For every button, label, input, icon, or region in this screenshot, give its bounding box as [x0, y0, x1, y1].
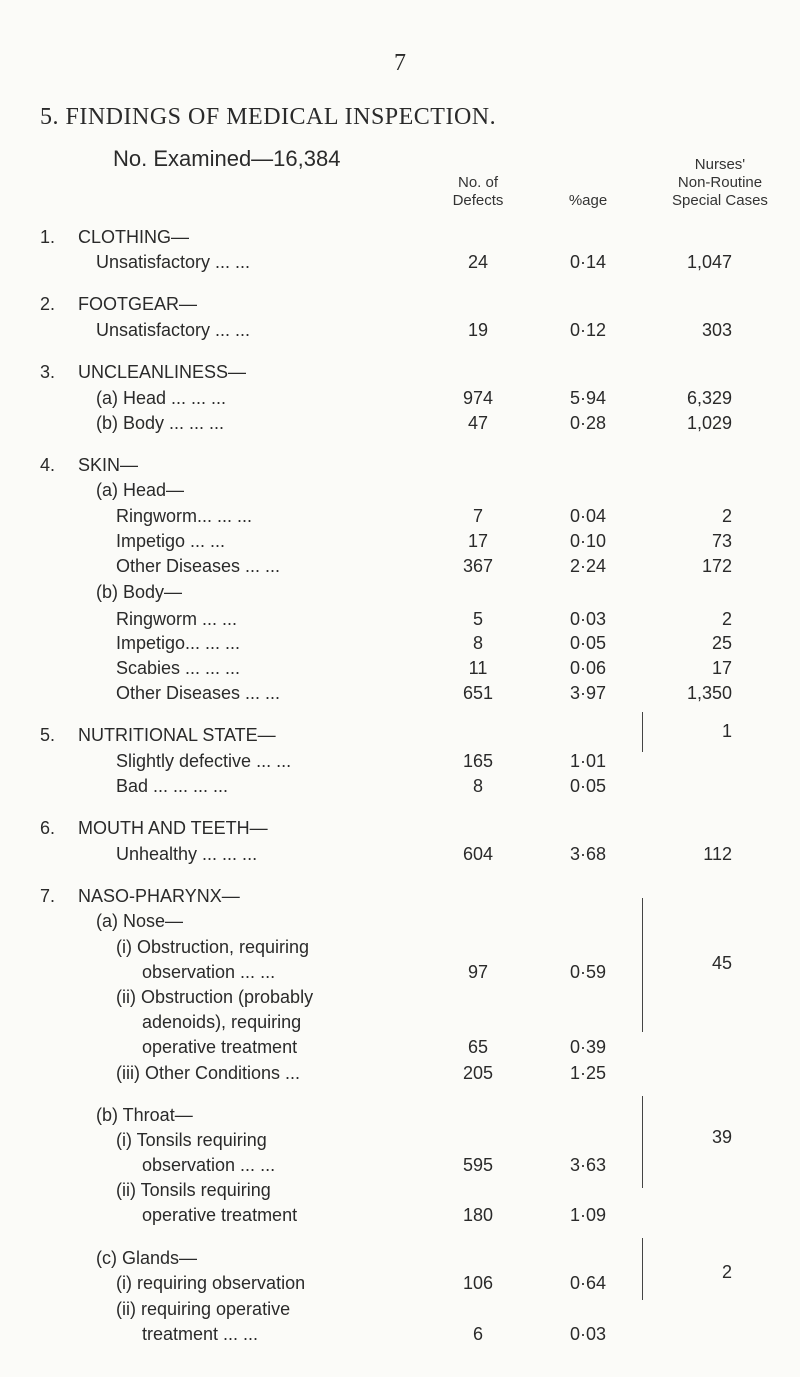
nurses-nutritional-total: 1 [721, 721, 732, 741]
table-row [0, 818, 800, 840]
defects-count: 97 [467, 962, 489, 982]
category-heading: NUTRITIONAL STATE— [78, 725, 276, 745]
row-label: (i) Tonsils requiring [116, 1130, 267, 1150]
table-row [0, 1105, 800, 1127]
row-label: (ii) Obstruction (probably [116, 987, 314, 1007]
table-row [0, 1324, 800, 1346]
bracket-glands [642, 1238, 643, 1300]
table-row [0, 609, 800, 631]
row-number: 2. [40, 294, 56, 314]
category-heading: SKIN— [78, 455, 139, 475]
table-row [0, 911, 800, 933]
percentage-value: 2·24 [569, 556, 607, 576]
row-label: observation ... ... [142, 962, 276, 982]
table-row [0, 1012, 800, 1034]
nurses-cases: 112 [703, 844, 732, 864]
nurses-cases: 2 [721, 506, 732, 526]
percentage-value: 0·03 [569, 1324, 607, 1344]
row-label: Other Diseases ... ... [116, 556, 281, 576]
percentage-value: 0·05 [569, 633, 607, 653]
row-label: (i) Obstruction, requiring [116, 937, 310, 957]
row-label: (a) Head ... ... ... [96, 388, 227, 408]
row-label: Impetigo ... ... [116, 531, 226, 551]
table-row [0, 751, 800, 773]
nurses-cases: 25 [711, 633, 732, 653]
row-label: (b) Body— [96, 582, 183, 602]
row-label: Bad ... ... ... ... [116, 776, 229, 796]
column-header-percentage: %age [568, 192, 608, 209]
nurses-cases: 2 [721, 609, 732, 629]
row-label: operative treatment [142, 1037, 298, 1057]
table-row [0, 1037, 800, 1059]
row-number: 1. [40, 227, 56, 247]
defects-count: 6 [472, 1324, 483, 1344]
nurses-throat-total: 39 [711, 1127, 732, 1147]
table-row [0, 506, 800, 528]
defects-count: 47 [467, 413, 489, 433]
table-row [0, 294, 800, 316]
row-label: Unsatisfactory ... ... [96, 320, 251, 340]
table-row [0, 582, 800, 604]
section-heading: 5. FINDINGS OF MEDICAL INSPECTION. [40, 104, 497, 130]
percentage-value: 0·28 [569, 413, 607, 433]
table-row [0, 531, 800, 553]
percentage-value: 1·01 [569, 751, 607, 771]
percentage-value: 0·04 [569, 506, 607, 526]
row-label: Unsatisfactory ... ... [96, 252, 251, 272]
percentage-value: 0·06 [569, 658, 607, 678]
table-row [0, 413, 800, 435]
defects-count: 19 [467, 320, 489, 340]
defects-count: 8 [472, 633, 483, 653]
category-heading: FOOTGEAR— [78, 294, 198, 314]
percentage-value: 3·63 [569, 1155, 607, 1175]
percentage-value: 0·64 [569, 1273, 607, 1293]
nurses-cases: 303 [701, 320, 732, 340]
nurses-cases: 73 [711, 531, 732, 551]
table-row [0, 683, 800, 705]
table-row [0, 388, 800, 410]
table-row [0, 987, 800, 1009]
defects-count: 367 [462, 556, 494, 576]
table-row [0, 658, 800, 680]
row-label: treatment ... ... [142, 1324, 259, 1344]
column-header-nurses-line1: Nurses' [694, 156, 746, 173]
defects-count: 17 [467, 531, 489, 551]
column-header-defects-line1: No. of [457, 174, 499, 191]
row-label: Other Diseases ... ... [116, 683, 281, 703]
defects-count: 165 [462, 751, 494, 771]
row-label: (b) Throat— [96, 1105, 193, 1125]
row-label: (i) requiring observation [116, 1273, 306, 1293]
nurses-cases: 1,350 [686, 683, 732, 703]
row-label: Impetigo... ... ... [116, 633, 241, 653]
defects-count: 595 [462, 1155, 494, 1175]
percentage-value: 0·12 [569, 320, 607, 340]
nurses-cases: 172 [701, 556, 732, 576]
table-row [0, 1180, 800, 1202]
table-row [0, 886, 800, 908]
row-number: 3. [40, 362, 56, 382]
row-label: Ringworm... ... ... [116, 506, 253, 526]
column-header-nurses-line3: Special Cases [672, 192, 768, 209]
defects-count: 11 [468, 658, 488, 678]
table-row [0, 1155, 800, 1177]
column-header-nurses [640, 156, 800, 210]
row-label: adenoids), requiring [142, 1012, 302, 1032]
percentage-value: 1·25 [569, 1063, 607, 1083]
row-label: (b) Body ... ... ... [96, 413, 225, 433]
category-heading: UNCLEANLINESS— [78, 362, 247, 382]
percentage-value: 3·97 [569, 683, 607, 703]
table-row [0, 227, 800, 249]
defects-count: 205 [462, 1063, 494, 1083]
column-header-defects [438, 174, 518, 210]
column-header-nurses-line2: Non-Routine [677, 174, 763, 191]
row-label: (c) Glands— [96, 1248, 198, 1268]
defects-count: 8 [472, 776, 483, 796]
row-label: (a) Head— [96, 480, 185, 500]
row-label: (ii) requiring operative [116, 1299, 291, 1319]
row-label: Unhealthy ... ... ... [116, 844, 258, 864]
row-label: observation ... ... [142, 1155, 276, 1175]
page-number: 7 [394, 50, 406, 76]
number-examined: No. Examined—16,384 [113, 146, 341, 171]
row-label: operative treatment [142, 1205, 298, 1225]
nurses-nose-total: 45 [711, 953, 732, 973]
table-row [0, 1205, 800, 1227]
percentage-value: 0·05 [569, 776, 607, 796]
row-label: Ringworm ... ... [116, 609, 238, 629]
defects-count: 24 [467, 252, 489, 272]
defects-count: 65 [467, 1037, 489, 1057]
category-heading: NASO-PHARYNX— [78, 886, 240, 906]
category-heading: CLOTHING— [78, 227, 190, 247]
defects-count: 651 [462, 683, 494, 703]
defects-count: 7 [472, 506, 483, 526]
table-row [0, 320, 800, 342]
table-row [0, 633, 800, 655]
nurses-glands-total: 2 [721, 1262, 732, 1282]
row-number: 4. [40, 455, 56, 475]
defects-count: 180 [462, 1205, 494, 1225]
table-row [0, 455, 800, 477]
percentage-value: 5·94 [569, 388, 607, 408]
row-label: Slightly defective ... ... [116, 751, 292, 771]
percentage-value: 0·39 [569, 1037, 607, 1057]
nurses-cases: 17 [711, 658, 732, 678]
table-row [0, 556, 800, 578]
table-row [0, 362, 800, 384]
bracket-throat [642, 1096, 643, 1188]
percentage-value: 0·03 [569, 609, 607, 629]
table-row [0, 844, 800, 866]
nurses-cases: 1,047 [686, 252, 732, 272]
category-heading: MOUTH AND TEETH— [78, 818, 268, 838]
percentage-value: 0·10 [569, 531, 607, 551]
bracket-nose [642, 898, 643, 1032]
defects-count: 974 [462, 388, 494, 408]
defects-count: 604 [462, 844, 494, 864]
table-row [0, 480, 800, 502]
row-number: 7. [40, 886, 56, 906]
percentage-value: 3·68 [569, 844, 607, 864]
defects-count: 106 [462, 1273, 494, 1293]
row-number: 5. [40, 725, 56, 745]
row-number: 6. [40, 818, 56, 838]
table-row [0, 1299, 800, 1321]
row-label: Scabies ... ... ... [116, 658, 241, 678]
bracket-nutritional [642, 712, 643, 752]
row-label: (iii) Other Conditions ... [116, 1063, 301, 1083]
nurses-cases: 1,029 [686, 413, 732, 433]
percentage-value: 1·09 [569, 1205, 607, 1225]
percentage-value: 0·59 [569, 962, 607, 982]
defects-count: 5 [472, 609, 483, 629]
row-label: (a) Nose— [96, 911, 184, 931]
table-row [0, 252, 800, 274]
nurses-cases: 6,329 [686, 388, 732, 408]
table-row [0, 1063, 800, 1085]
table-row [0, 776, 800, 798]
row-label: (ii) Tonsils requiring [116, 1180, 271, 1200]
column-header-defects-line2: Defects [452, 192, 504, 209]
percentage-value: 0·14 [569, 252, 607, 272]
